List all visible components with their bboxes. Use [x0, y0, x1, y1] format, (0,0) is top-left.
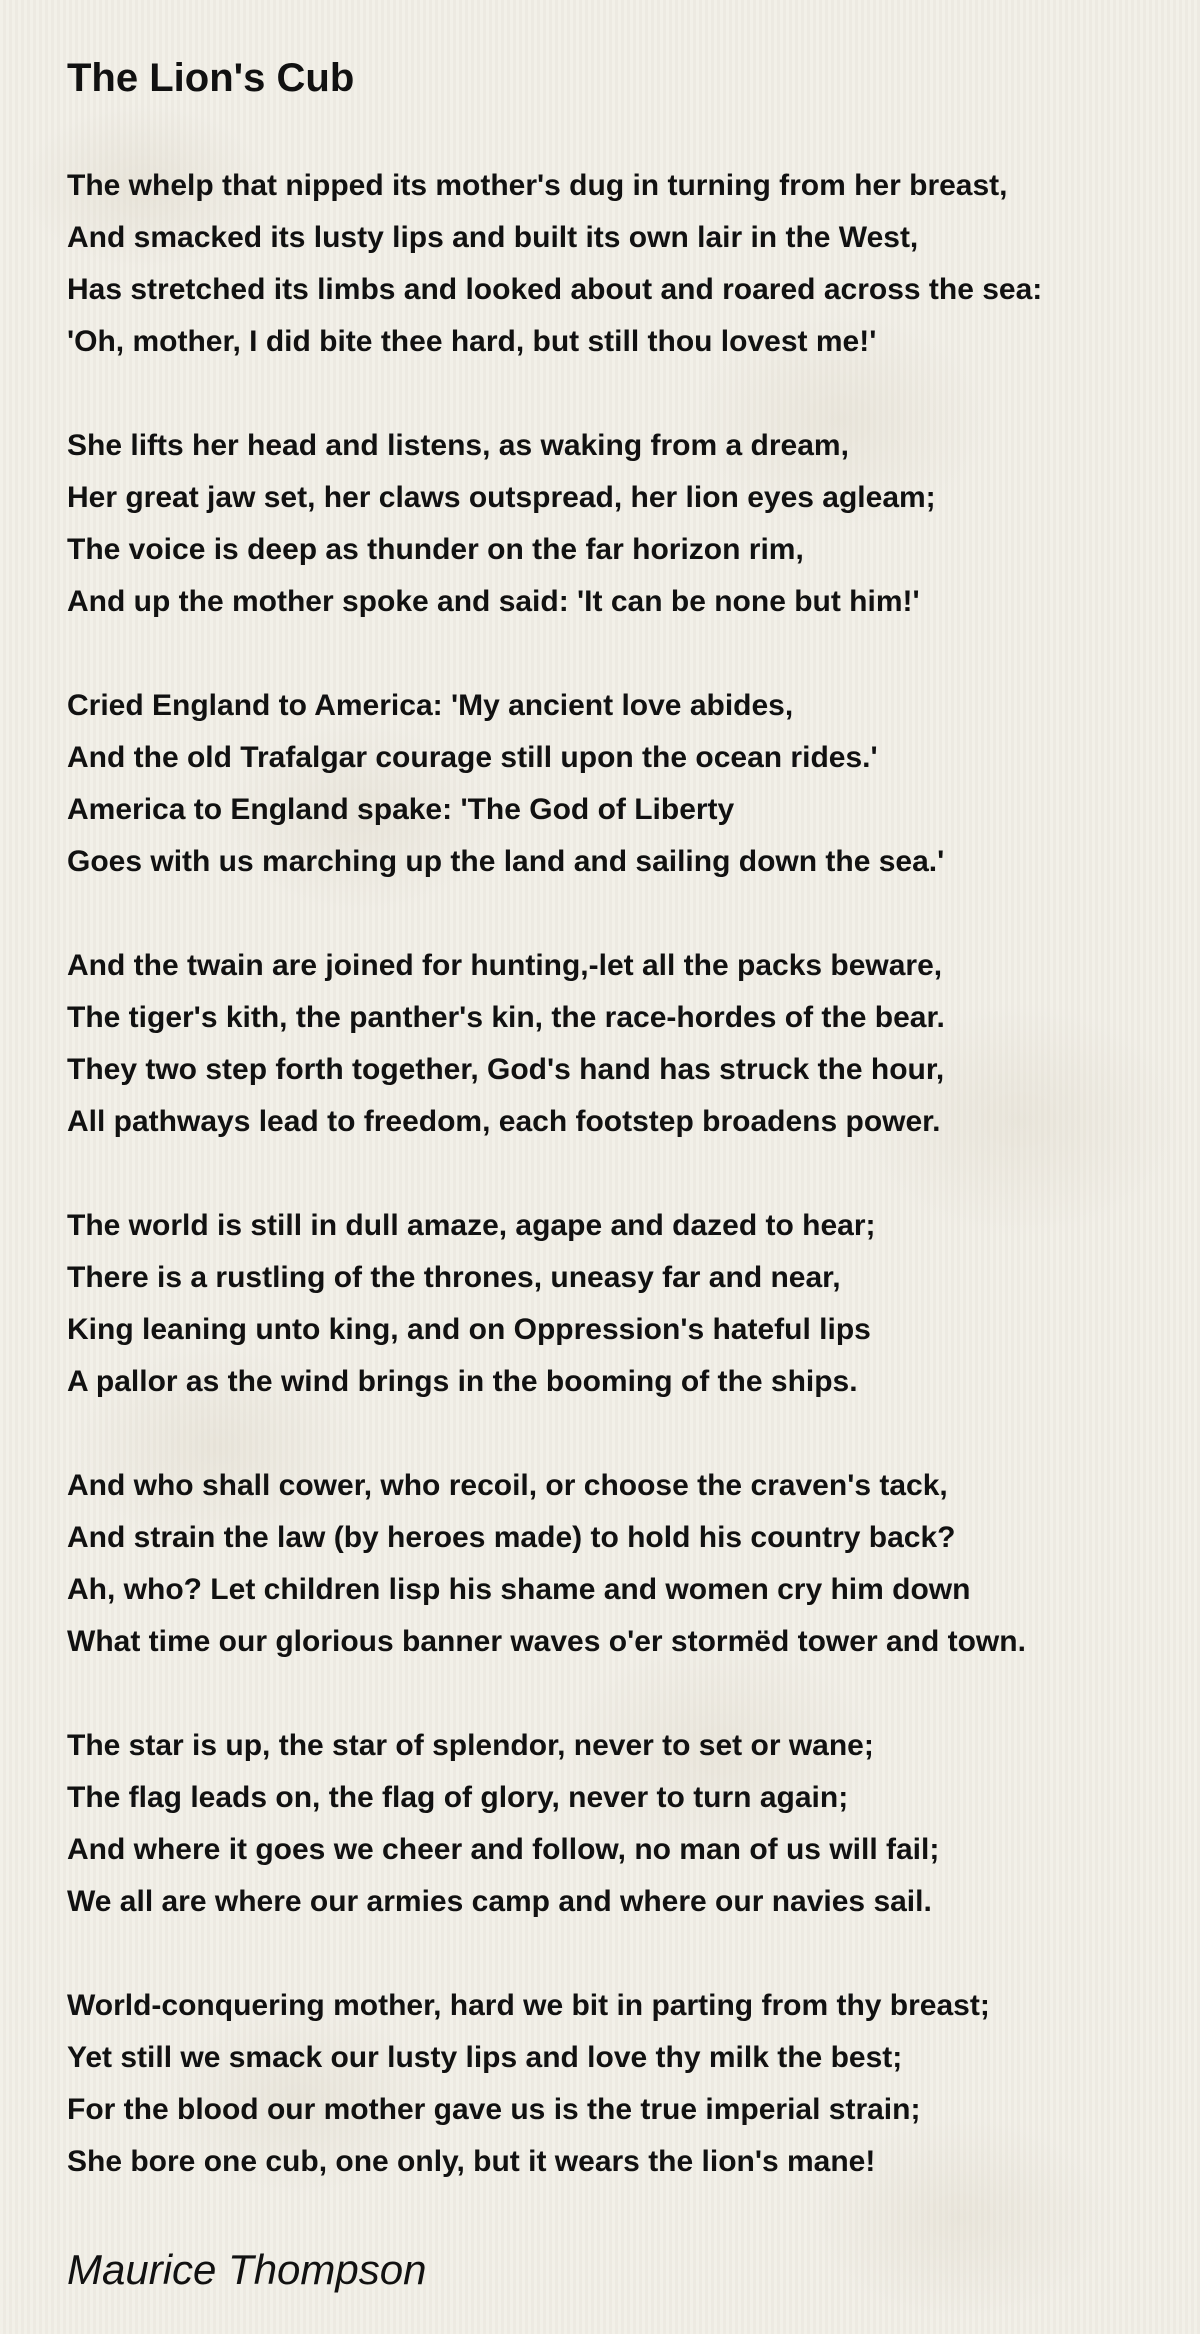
poem-line: The flag leads on, the flag of glory, never to turn again; — [67, 1781, 849, 1814]
poem-line: Goes with us marching up the land and sailing down the sea.' — [67, 845, 945, 878]
poem-line: What time our glorious banner waves o'er stormëd tower and town. — [67, 1625, 1026, 1658]
poem-line: The voice is deep as thunder on the far horizon rim, — [67, 533, 804, 566]
poem-line: The whelp that nipped its mother's dug in turning from her breast, — [67, 169, 1008, 202]
stanza-3 — [67, 680, 1177, 888]
stanza-4 — [67, 940, 1177, 1148]
poem-line: World-conquering mother, hard we bit in parting from thy breast; — [67, 1989, 990, 2022]
poem-line: Ah, who? Let children lisp his shame and women cry him down — [67, 1573, 971, 1606]
poem-line: 'Oh, mother, I did bite thee hard, but still thou lovest me!' — [67, 325, 877, 358]
poem-line: And where it goes we cheer and follow, no man of us will fail; — [67, 1833, 940, 1866]
poem-line: There is a rustling of the thrones, uneasy far and near, — [67, 1261, 841, 1294]
stanza-8 — [67, 1980, 1177, 2188]
stanza-2 — [67, 420, 1177, 628]
poem-line: King leaning unto king, and on Oppression's hateful lips — [67, 1313, 871, 1346]
stanza-7 — [67, 1720, 1177, 1928]
poem-line: And the twain are joined for hunting,-let all the packs beware, — [67, 949, 943, 982]
poem-line: And who shall cower, who recoil, or choose the craven's tack, — [67, 1469, 948, 1502]
poem-line: The tiger's kith, the panther's kin, the race-hordes of the bear. — [67, 1001, 945, 1034]
poem-line: And smacked its lusty lips and built its own lair in the West, — [67, 221, 919, 254]
stanza-5 — [67, 1200, 1177, 1408]
poem-line: The world is still in dull amaze, agape and dazed to hear; — [67, 1209, 876, 1242]
poem-line: We all are where our armies camp and where our navies sail. — [67, 1885, 932, 1918]
poem-line: And up the mother spoke and said: 'It can be none but him!' — [67, 585, 920, 618]
poem-line: For the blood our mother gave us is the true imperial strain; — [67, 2093, 921, 2126]
poem-line: She bore one cub, one only, but it wears the lion's mane! — [67, 2145, 876, 2178]
stanza-1 — [67, 160, 1177, 368]
poem-line: And strain the law (by heroes made) to hold his country back? — [67, 1521, 956, 1554]
poem-line: Has stretched its limbs and looked about and roared across the sea: — [67, 273, 1043, 306]
stanza-6 — [67, 1460, 1177, 1668]
poem-author: Maurice Thompson — [67, 2246, 427, 2293]
poem-line: She lifts her head and listens, as waking from a dream, — [67, 429, 849, 462]
poem-line: The star is up, the star of splendor, never to set or wane; — [67, 1729, 874, 1762]
poem-title: The Lion's Cub — [67, 56, 355, 100]
poem-line: And the old Trafalgar courage still upon the ocean rides.' — [67, 741, 878, 774]
poem-line: All pathways lead to freedom, each footstep broadens power. — [67, 1105, 941, 1138]
poem-line: They two step forth together, God's hand has struck the hour, — [67, 1053, 945, 1086]
poem-line: America to England spake: 'The God of Liberty — [67, 793, 735, 826]
poem-line: Her great jaw set, her claws outspread, her lion eyes agleam; — [67, 481, 936, 514]
poem-page — [67, 48, 1177, 2300]
poem-line: A pallor as the wind brings in the booming of the ships. — [67, 1365, 858, 1398]
poem-line: Cried England to America: 'My ancient love abides, — [67, 689, 794, 722]
poem-line: Yet still we smack our lusty lips and love thy milk the best; — [67, 2041, 903, 2074]
